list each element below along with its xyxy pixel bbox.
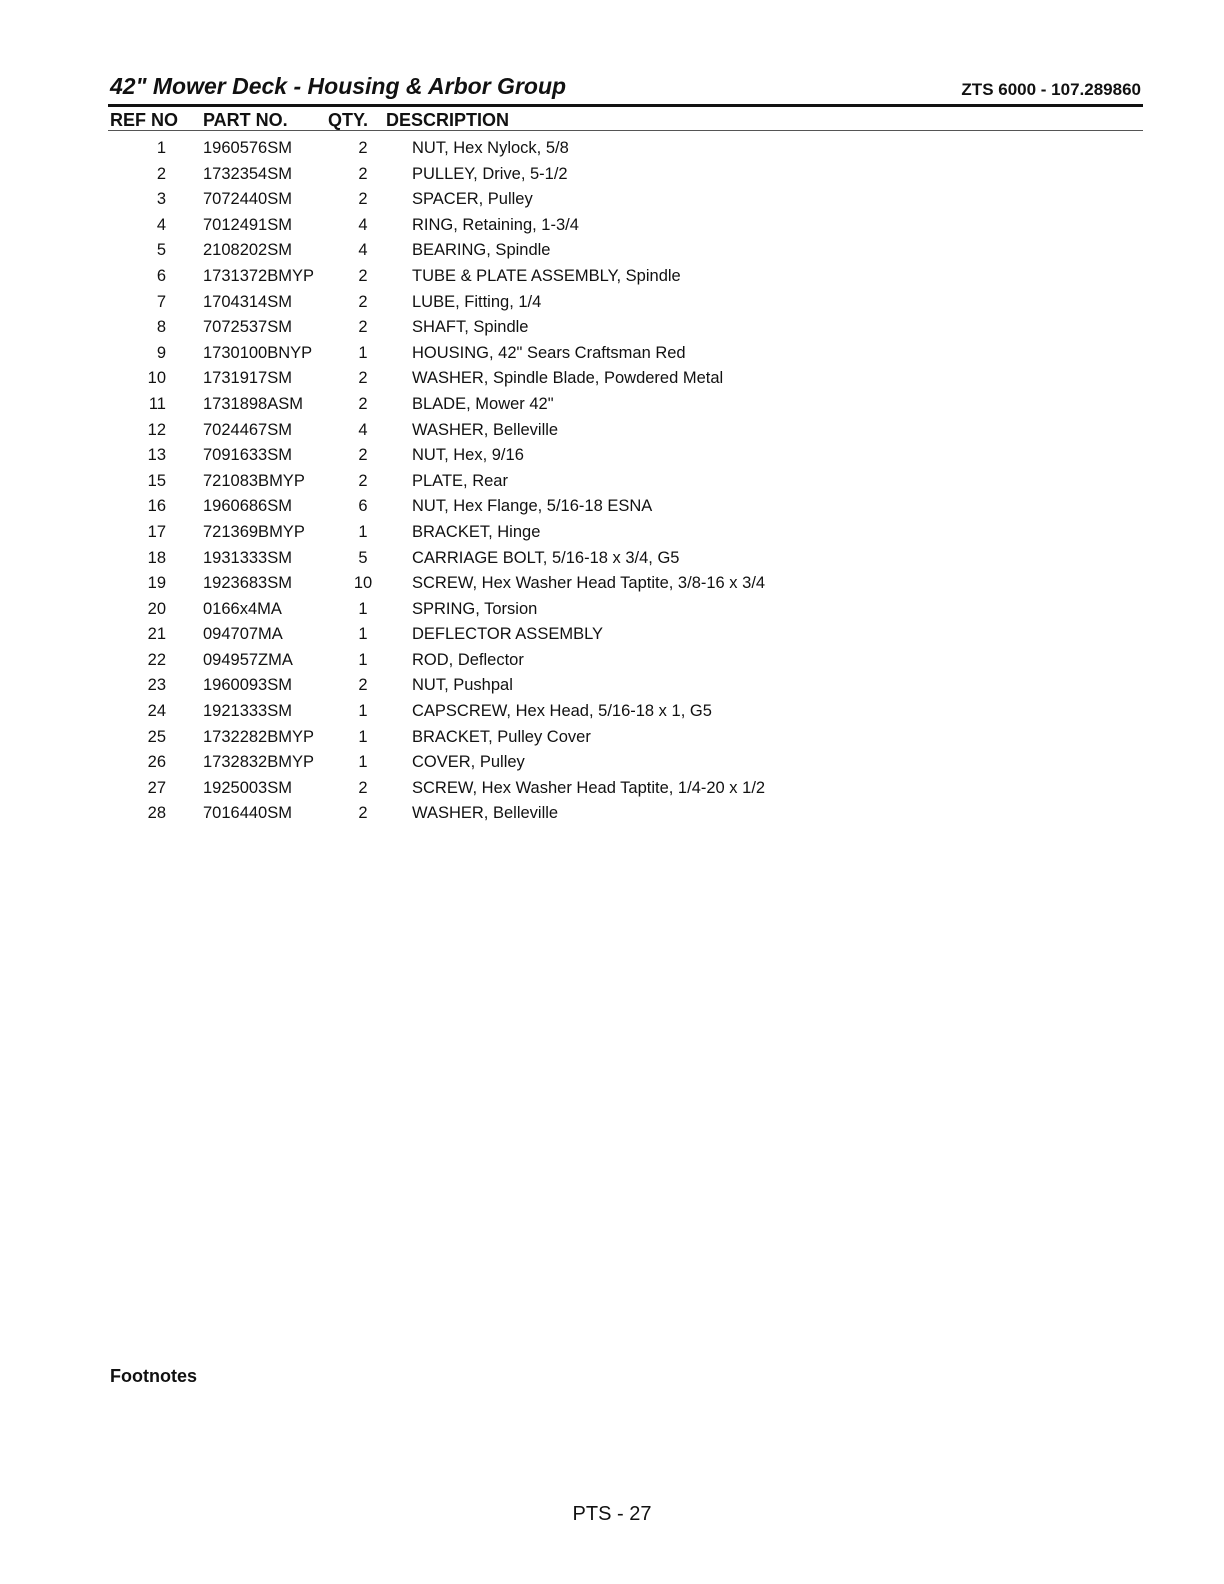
- qty-cell: 1: [358, 343, 368, 362]
- qty-cell: 2: [358, 318, 368, 337]
- column-header-description: DESCRIPTION: [386, 110, 510, 130]
- qty-cell: 2: [358, 676, 368, 695]
- part-no-cell: 1731917SM: [203, 369, 292, 388]
- ref-no-cell: 3: [156, 190, 166, 209]
- part-no-cell: 7091633SM: [203, 446, 292, 465]
- table-row: [108, 725, 1143, 751]
- description-cell: LUBE, Fitting, 1/4: [412, 292, 542, 311]
- description-cell: RING, Retaining, 1-3/4: [412, 215, 579, 234]
- description-cell: WASHER, Belleville: [412, 804, 559, 823]
- table-row: [108, 673, 1143, 699]
- qty-cell: 1: [358, 599, 368, 618]
- description-cell: BEARING, Spindle: [412, 241, 551, 260]
- ref-no-cell: 17: [147, 522, 166, 541]
- part-no-cell: 7012491SM: [203, 215, 292, 234]
- page-number: PTS - 27: [572, 1503, 652, 1525]
- description-cell: SCREW, Hex Washer Head Taptite, 1/4-20 x 1/2: [412, 778, 766, 797]
- ref-no-cell: 6: [156, 266, 166, 285]
- table-row: [108, 469, 1143, 495]
- header-rule: [108, 130, 1143, 131]
- ref-no-cell: 12: [147, 420, 166, 439]
- part-no-cell: 1960093SM: [203, 676, 292, 695]
- ref-no-cell: 26: [147, 753, 166, 772]
- description-cell: PLATE, Rear: [412, 471, 508, 490]
- qty-cell: 2: [358, 446, 368, 465]
- description-cell: HOUSING, 42" Sears Craftsman Red: [412, 343, 686, 362]
- part-no-cell: 7024467SM: [203, 420, 292, 439]
- column-header-ref-no: REF NO: [110, 110, 179, 130]
- description-cell: COVER, Pulley: [412, 753, 525, 772]
- part-no-cell: 1925003SM: [203, 778, 292, 797]
- ref-no-cell: 18: [147, 548, 166, 567]
- description-cell: NUT, Hex, 9/16: [412, 446, 524, 465]
- description-cell: CAPSCREW, Hex Head, 5/16-18 x 1, G5: [412, 702, 712, 721]
- ref-no-cell: 24: [147, 702, 166, 721]
- table-row: [108, 290, 1143, 316]
- qty-cell: 10: [353, 574, 373, 593]
- description-cell: SPACER, Pulley: [412, 190, 533, 209]
- ref-no-cell: 16: [147, 497, 166, 516]
- qty-cell: 2: [358, 292, 368, 311]
- table-row: [108, 546, 1143, 572]
- part-no-cell: 0166x4MA: [203, 599, 282, 618]
- table-row: [108, 162, 1143, 188]
- ref-no-cell: 8: [156, 318, 166, 337]
- part-no-cell: 1704314SM: [203, 292, 292, 311]
- ref-no-cell: 20: [147, 599, 166, 618]
- qty-cell: 1: [358, 727, 368, 746]
- part-no-cell: 7072537SM: [203, 318, 292, 337]
- qty-cell: 2: [358, 266, 368, 285]
- ref-no-cell: 4: [156, 215, 166, 234]
- table-row: [108, 366, 1143, 392]
- table-row: [108, 136, 1143, 162]
- part-no-cell: 094957ZMA: [203, 650, 293, 669]
- part-no-cell: 1960686SM: [203, 497, 292, 516]
- description-cell: SPRING, Torsion: [412, 599, 538, 618]
- part-no-cell: 7072440SM: [203, 190, 292, 209]
- table-header: [108, 110, 1143, 130]
- description-cell: BLADE, Mower 42": [412, 394, 554, 413]
- table-row: [108, 238, 1143, 264]
- part-no-cell: 721083BMYP: [203, 471, 305, 490]
- part-no-cell: 1731372BMYP: [203, 266, 314, 285]
- table-row: [108, 392, 1143, 418]
- part-no-cell: 1730100BNYP: [203, 343, 313, 362]
- part-no-cell: 094707MA: [203, 625, 283, 644]
- ref-no-cell: 1: [156, 139, 166, 157]
- table-row: [108, 699, 1143, 725]
- ref-no-cell: 21: [147, 625, 166, 644]
- table-row: [108, 776, 1143, 802]
- ref-no-cell: 22: [147, 650, 166, 669]
- qty-cell: 2: [358, 190, 368, 209]
- ref-no-cell: 2: [156, 164, 166, 183]
- qty-cell: 2: [358, 804, 368, 823]
- qty-cell: 1: [358, 702, 368, 721]
- description-cell: SHAFT, Spindle: [412, 318, 529, 337]
- ref-no-cell: 9: [156, 343, 166, 362]
- description-cell: BRACKET, Pulley Cover: [412, 727, 591, 746]
- ref-no-cell: 13: [147, 446, 166, 465]
- table-row: [108, 750, 1143, 776]
- table-row: [108, 571, 1143, 597]
- ref-no-cell: 28: [147, 804, 166, 823]
- part-no-cell: 721369BMYP: [203, 522, 305, 541]
- table-row: [108, 213, 1143, 239]
- part-no-cell: 1960576SM: [203, 139, 292, 157]
- description-cell: SCREW, Hex Washer Head Taptite, 3/8-16 x 3/4: [412, 574, 766, 593]
- table-row: [108, 597, 1143, 623]
- description-cell: CARRIAGE BOLT, 5/16-18 x 3/4, G5: [412, 548, 680, 567]
- parts-table: [108, 136, 1143, 827]
- table-row: [108, 801, 1143, 827]
- qty-cell: 2: [358, 471, 368, 490]
- qty-cell: 4: [358, 241, 368, 260]
- table-row: [108, 418, 1143, 444]
- model-number: ZTS 6000 - 107.289860: [961, 80, 1141, 99]
- description-cell: NUT, Pushpal: [412, 676, 513, 695]
- part-no-cell: 1931333SM: [203, 548, 292, 567]
- part-no-cell: 7016440SM: [203, 804, 292, 823]
- table-row: [108, 648, 1143, 674]
- ref-no-cell: 25: [147, 727, 166, 746]
- qty-cell: 2: [358, 164, 368, 183]
- description-cell: WASHER, Belleville: [412, 420, 559, 439]
- ref-no-cell: 7: [156, 292, 166, 311]
- table-row: [108, 341, 1143, 367]
- description-cell: NUT, Hex Flange, 5/16-18 ESNA: [412, 497, 653, 516]
- ref-no-cell: 5: [156, 241, 166, 260]
- description-cell: TUBE & PLATE ASSEMBLY, Spindle: [412, 266, 681, 285]
- qty-cell: 5: [358, 548, 368, 567]
- part-no-cell: 1921333SM: [203, 702, 292, 721]
- column-header-qty: QTY.: [328, 110, 369, 130]
- table-row: [108, 520, 1143, 546]
- table-row: [108, 187, 1143, 213]
- table-row: [108, 622, 1143, 648]
- part-no-cell: 1923683SM: [203, 574, 292, 593]
- qty-cell: 4: [358, 420, 368, 439]
- part-no-cell: 1732282BMYP: [203, 727, 314, 746]
- qty-cell: 1: [358, 753, 368, 772]
- ref-no-cell: 23: [147, 676, 166, 695]
- qty-cell: 2: [358, 394, 368, 413]
- ref-no-cell: 27: [147, 778, 166, 797]
- qty-cell: 1: [358, 650, 368, 669]
- footnotes-heading: Footnotes: [110, 1366, 197, 1386]
- ref-no-cell: 15: [147, 471, 166, 490]
- qty-cell: 4: [358, 215, 368, 234]
- qty-cell: 1: [358, 625, 368, 644]
- description-cell: ROD, Deflector: [412, 650, 524, 669]
- qty-cell: 2: [358, 778, 368, 797]
- table-row: [108, 264, 1143, 290]
- description-cell: WASHER, Spindle Blade, Powdered Metal: [412, 369, 724, 388]
- description-cell: NUT, Hex Nylock, 5/8: [412, 139, 569, 157]
- ref-no-cell: 11: [148, 394, 166, 413]
- part-no-cell: 2108202SM: [203, 241, 292, 260]
- description-cell: DEFLECTOR ASSEMBLY: [412, 625, 604, 644]
- qty-cell: 2: [358, 369, 368, 388]
- part-no-cell: 1732832BMYP: [203, 753, 314, 772]
- qty-cell: 2: [358, 139, 368, 157]
- description-cell: BRACKET, Hinge: [412, 522, 541, 541]
- title-rule: [108, 104, 1143, 107]
- qty-cell: 6: [358, 497, 368, 516]
- part-no-cell: 1732354SM: [203, 164, 292, 183]
- ref-no-cell: 19: [147, 574, 166, 593]
- qty-cell: 1: [358, 522, 368, 541]
- column-header-part-no: PART NO.: [203, 110, 288, 130]
- page-title: 42" Mower Deck - Housing & Arbor Group: [110, 73, 567, 99]
- description-cell: PULLEY, Drive, 5-1/2: [412, 164, 568, 183]
- part-no-cell: 1731898ASM: [203, 394, 303, 413]
- table-row: [108, 315, 1143, 341]
- table-row: [108, 494, 1143, 520]
- ref-no-cell: 10: [147, 369, 166, 388]
- table-row: [108, 443, 1143, 469]
